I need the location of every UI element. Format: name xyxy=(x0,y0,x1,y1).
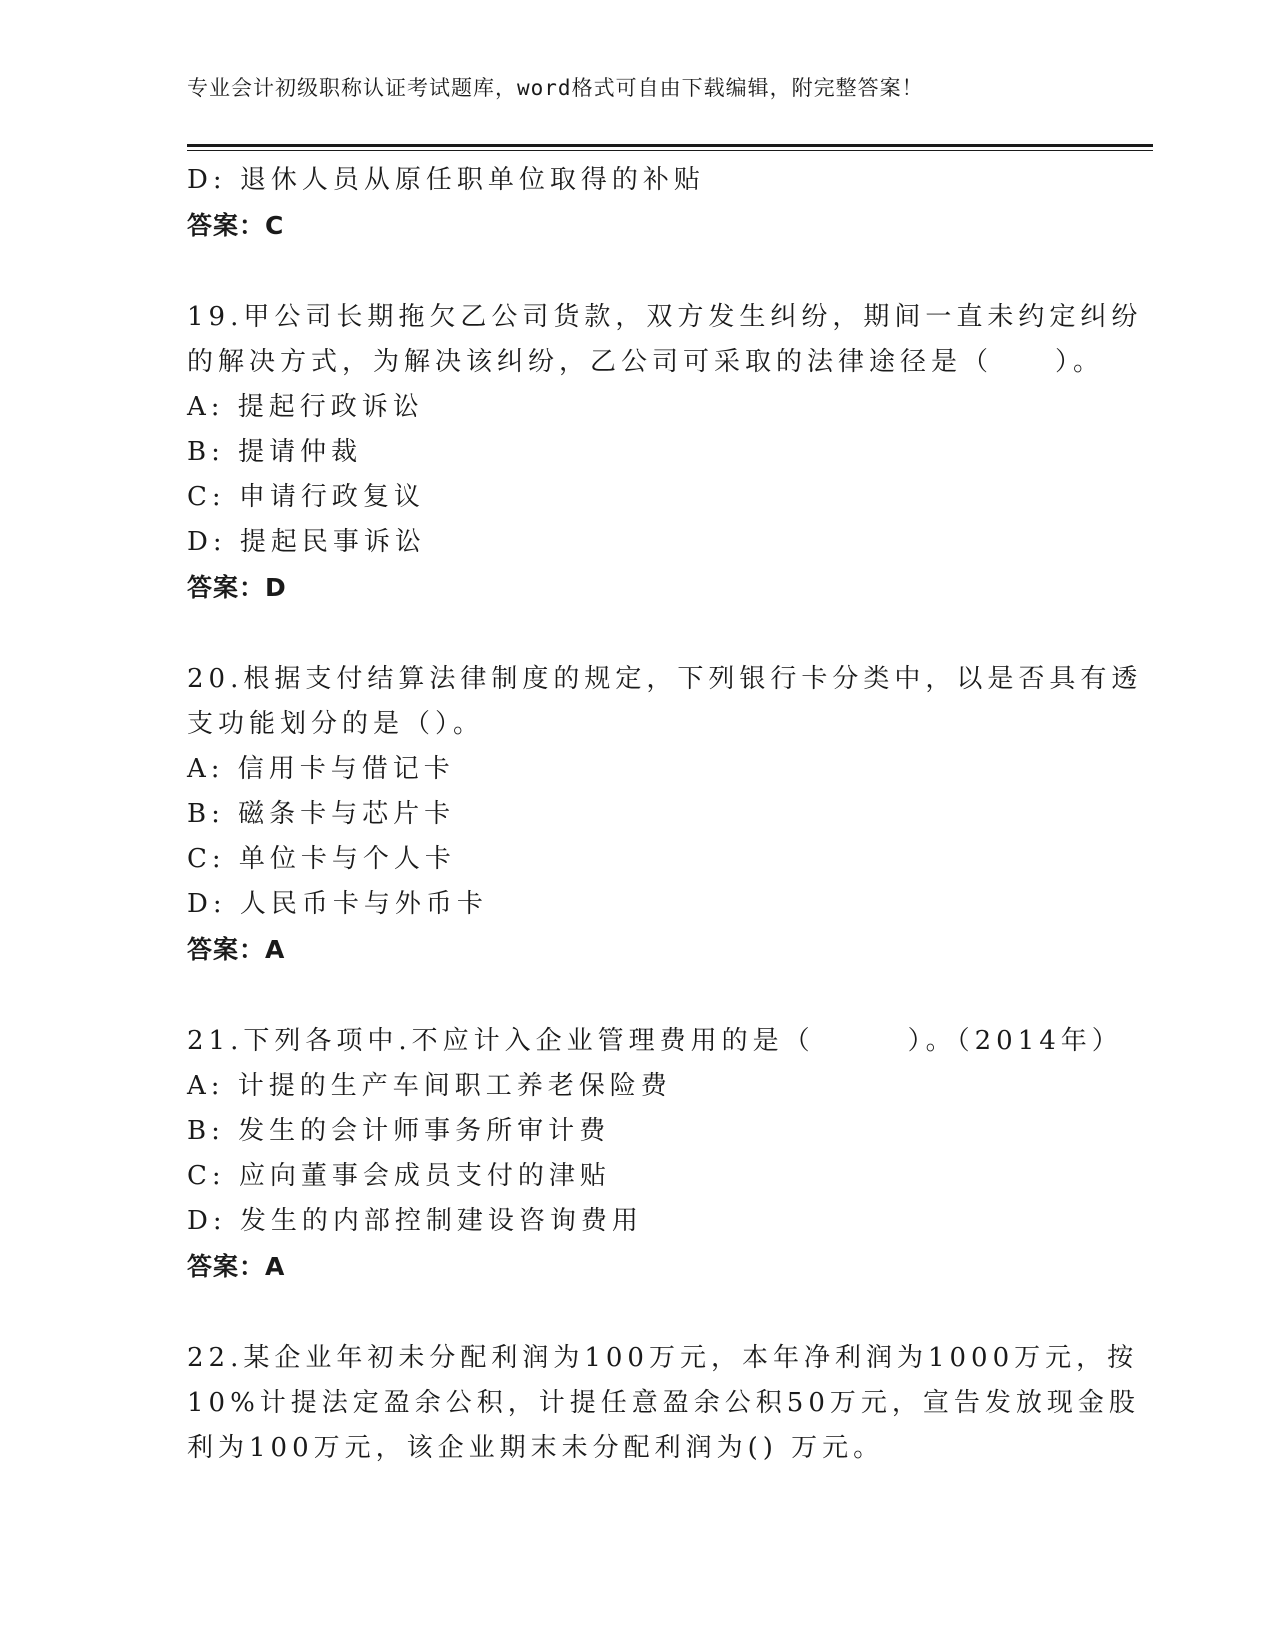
answer-line: 答案：C xyxy=(187,211,285,240)
question-stem: 利为100万元，该企业期末未分配利润为() 万元。 xyxy=(187,1433,885,1463)
option-a: A: 信用卡与借记卡 xyxy=(187,754,455,784)
option-d: D: 提起民事诉讼 xyxy=(187,527,426,557)
question-stem: 22.某企业年初未分配利润为100万元，本年净利润为1000万元，按 xyxy=(187,1343,1139,1373)
question-stem: 支功能划分的是（）。 xyxy=(187,709,485,739)
question-stem: 10%计提法定盈余公积，计提任意盈余公积50万元，宣告发放现金股 xyxy=(187,1388,1140,1418)
option-b: B: 提请仲裁 xyxy=(187,437,363,467)
header-rule-thin xyxy=(187,150,1153,151)
question-19 xyxy=(187,295,1143,610)
answer-line: 答案：A xyxy=(187,1252,286,1281)
question-20 xyxy=(187,657,1143,972)
option-d: D: 人民币卡与外币卡 xyxy=(187,889,488,919)
spacer xyxy=(187,972,1087,1019)
question-content xyxy=(187,158,1143,1471)
question-stem: 21.下列各项中.不应计入企业管理费用的是（ ）。（2014年） xyxy=(187,1026,1123,1056)
spacer xyxy=(187,1289,1087,1336)
option-line: D: 退休人员从原任职单位取得的补贴 xyxy=(187,165,705,195)
option-c: C: 单位卡与个人卡 xyxy=(187,844,456,874)
header-rule-thick xyxy=(187,144,1153,147)
option-b: B: 发生的会计师事务所审计费 xyxy=(187,1116,611,1146)
question-stem: 20.根据支付结算法律制度的规定，下列银行卡分类中，以是否具有透 xyxy=(187,664,1143,694)
spacer xyxy=(187,248,1087,295)
option-c: C: 申请行政复议 xyxy=(187,482,425,512)
question-stem: 19.甲公司长期拖欠乙公司货款，双方发生纠纷，期间一直未约定纠纷 xyxy=(187,302,1143,332)
option-a: A: 计提的生产车间职工养老保险费 xyxy=(187,1071,672,1101)
question-21 xyxy=(187,1019,1123,1289)
option-b: B: 磁条卡与芯片卡 xyxy=(187,799,456,829)
spacer xyxy=(187,610,1087,657)
question-stem: 的解决方式，为解决该纠纷，乙公司可采取的法律途径是（ ）。 xyxy=(187,347,1105,377)
answer-line: 答案：D xyxy=(187,573,287,602)
answer-line: 答案：A xyxy=(187,935,286,964)
question-22 xyxy=(187,1336,1140,1471)
page-header: 专业会计初级职称认证考试题库，word格式可自由下载编辑，附完整答案！ xyxy=(187,76,924,100)
option-d: D: 发生的内部控制建设咨询费用 xyxy=(187,1206,643,1236)
option-a: A: 提起行政诉讼 xyxy=(187,392,424,422)
option-c: C: 应向董事会成员支付的津贴 xyxy=(187,1161,611,1191)
